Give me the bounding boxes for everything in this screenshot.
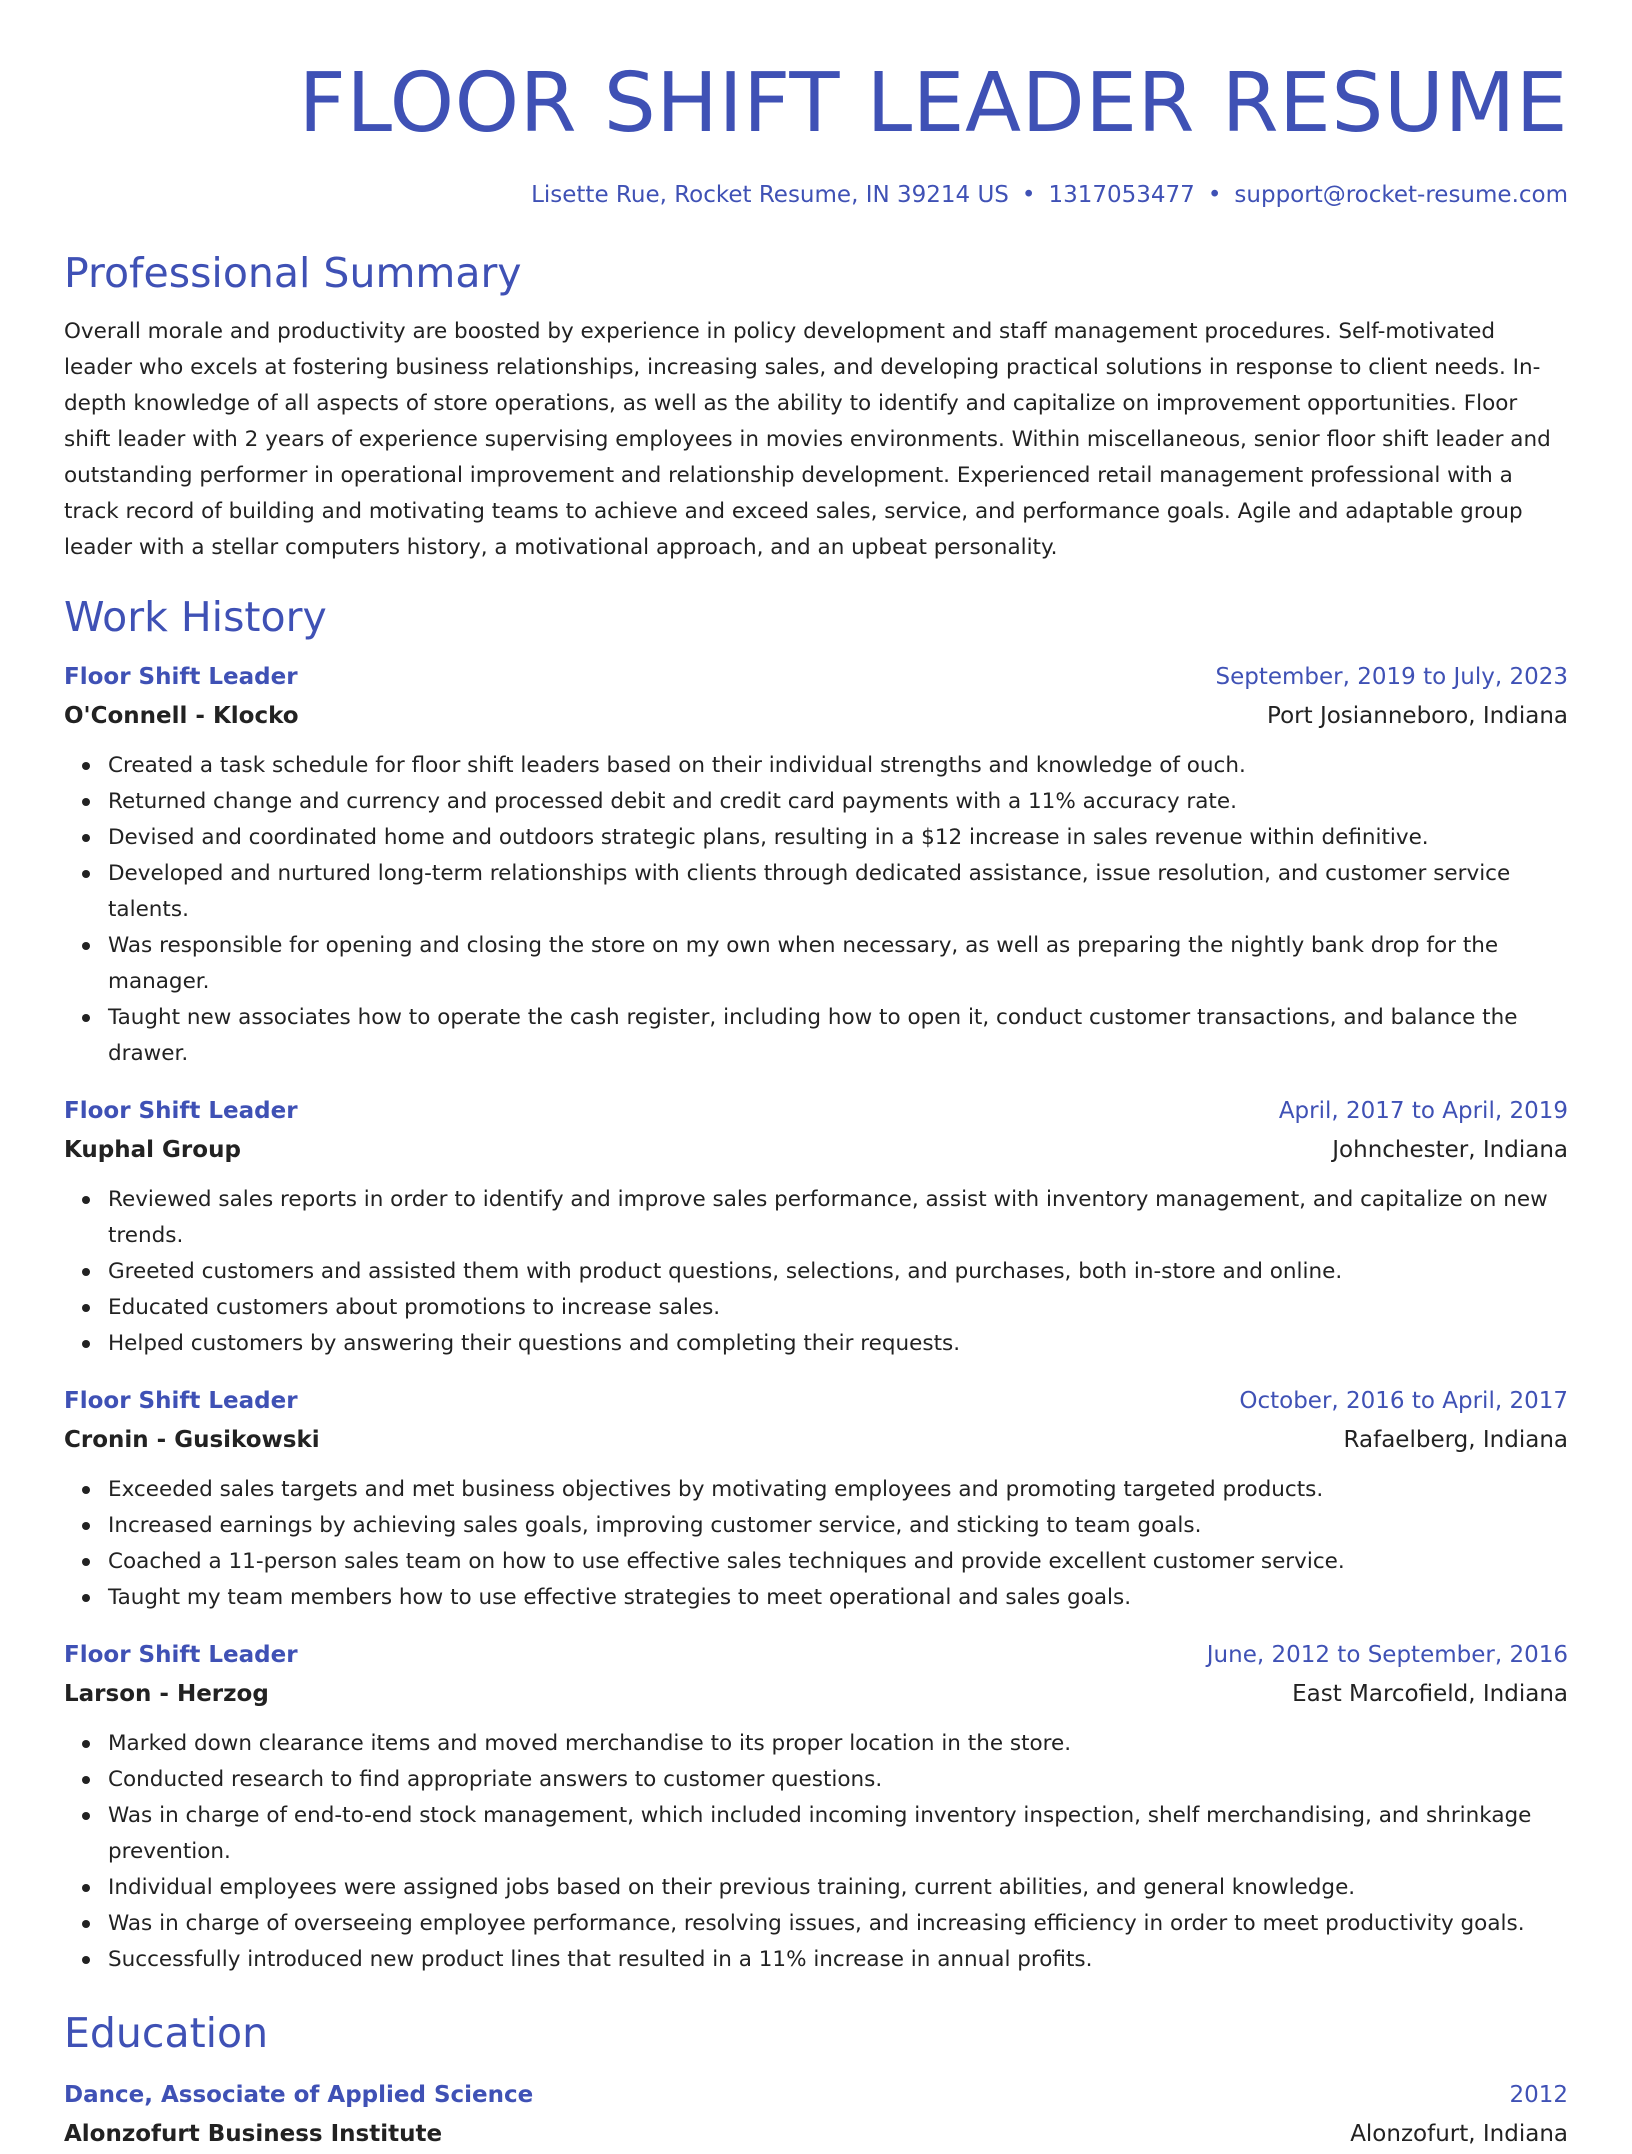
job-bullets	[64, 1726, 1568, 1978]
education-school: Alonzofurt Business Institute	[64, 2121, 443, 2147]
work-history-heading: Work History	[64, 593, 327, 641]
summary-heading: Professional Summary	[64, 249, 522, 297]
job-company: Kuphal Group	[64, 1137, 241, 1163]
job-bullet: Marked down clearance items and moved merchandise to its proper location in the store.	[108, 1726, 1568, 1762]
job-bullet: Coached a 11-person sales team on how to use effective sales techniques and provide excellent customer service.	[108, 1544, 1568, 1580]
job-bullet: Successfully introduced new product lines that resulted in a 11% increase in annual profits.	[108, 1942, 1568, 1978]
education-degree: Dance, Associate of Applied Science	[64, 2082, 534, 2108]
education-entry	[64, 2076, 1568, 2154]
job-bullet: Conducted research to find appropriate answers to customer questions.	[108, 1762, 1568, 1798]
job-title-row	[64, 1092, 1568, 1130]
job-entry	[64, 1092, 1568, 1362]
contact-separator: •	[1021, 182, 1036, 208]
job-company: O'Connell - Klocko	[64, 703, 299, 729]
education-heading: Education	[64, 2009, 269, 2057]
job-company-row	[64, 1420, 1568, 1460]
job-bullet: Reviewed sales reports in order to identify and improve sales performance, assist with inventory management, and capitalize on new trends.	[108, 1182, 1568, 1254]
contact-line	[64, 178, 1568, 212]
education-location: Alonzofurt, Indiana	[1350, 2121, 1568, 2147]
job-company: Cronin - Gusikowski	[64, 1427, 320, 1453]
job-company-row	[64, 1674, 1568, 1714]
professional-summary-section	[64, 246, 1568, 566]
job-dates: April, 2017 to April, 2019	[1278, 1098, 1568, 1124]
job-location: Johnchester, Indiana	[1332, 1137, 1568, 1163]
job-bullet: Devised and coordinated home and outdoors strategic plans, resulting in a $12 increase in sales revenue within definitive.	[108, 820, 1568, 856]
job-bullets	[64, 1182, 1568, 1362]
job-entry	[64, 1636, 1568, 1978]
job-company-row	[64, 1130, 1568, 1170]
job-bullet: Individual employees were assigned jobs based on their previous training, current abilities, and general knowledge.	[108, 1870, 1568, 1906]
job-bullets	[64, 748, 1568, 1072]
education-degree-row	[64, 2076, 1568, 2114]
contact-email[interactable]: support@rocket-resume.com	[1234, 182, 1568, 208]
job-entry	[64, 658, 1568, 1072]
job-bullet: Taught my team members how to use effective strategies to meet operational and sales goals.	[108, 1580, 1568, 1616]
work-history-section	[64, 590, 1568, 1978]
job-location: East Marcofield, Indiana	[1292, 1681, 1568, 1707]
summary-text: Overall morale and productivity are boosted by experience in policy development and staff management procedures. Self-motivated leader who excels at fostering business relationships, increasing sales, and developing practical solutions in response to client needs. In-depth knowledge of all aspects of store operations, as well as the ability to identify and capitalize on improvement opportunities. Floor shift leader with 2 years of experience supervising employees in movies environments. Within miscellaneous, senior floor shift leader and outstanding performer in operational improvement and relationship development. Experienced retail management professional with a track record of building and motivating teams to achieve and exceed sales, service, and performance goals. Agile and adaptable group leader with a stellar computers history, a motivational approach, and an upbeat personality.	[64, 319, 1551, 560]
job-bullet: Was in charge of overseeing employee performance, resolving issues, and increasing efficiency in order to meet productivity goals.	[108, 1906, 1568, 1942]
job-dates: September, 2019 to July, 2023	[1215, 664, 1568, 690]
document-title: FLOOR SHIFT LEADER RESUME	[298, 56, 1568, 151]
job-bullet: Was in charge of end-to-end stock management, which included incoming inventory inspection, shelf merchandising, and shrinkage prevention.	[108, 1798, 1568, 1870]
job-bullet: Educated customers about promotions to increase sales.	[108, 1290, 1568, 1326]
job-location: Rafaelberg, Indiana	[1343, 1427, 1568, 1453]
resume-header	[64, 0, 1568, 212]
job-dates: October, 2016 to April, 2017	[1239, 1388, 1568, 1414]
job-bullet: Taught new associates how to operate the cash register, including how to open it, conduct customer transactions, and balance the drawer.	[108, 1000, 1568, 1072]
contact-phone: 1317053477	[1048, 182, 1195, 208]
job-bullet: Increased earnings by achieving sales goals, improving customer service, and sticking to team goals.	[108, 1508, 1568, 1544]
job-entry	[64, 1382, 1568, 1616]
education-year: 2012	[1509, 2082, 1568, 2108]
job-bullet: Developed and nurtured long-term relationships with clients through dedicated assistance, issue resolution, and customer service talents.	[108, 856, 1568, 928]
job-title: Floor Shift Leader	[64, 1642, 298, 1668]
job-company: Larson - Herzog	[64, 1681, 269, 1707]
job-title: Floor Shift Leader	[64, 1388, 298, 1414]
job-bullet: Returned change and currency and processed debit and credit card payments with a 11% accuracy rate.	[108, 784, 1568, 820]
job-bullets	[64, 1472, 1568, 1616]
job-bullet: Helped customers by answering their questions and completing their requests.	[108, 1326, 1568, 1362]
job-title-row	[64, 1382, 1568, 1420]
job-bullet: Exceeded sales targets and met business objectives by motivating employees and promoting targeted products.	[108, 1472, 1568, 1508]
job-bullet: Was responsible for opening and closing the store on my own when necessary, as well as preparing the nightly bank drop for the manager.	[108, 928, 1568, 1000]
job-bullet: Created a task schedule for floor shift leaders based on their individual strengths and knowledge of ouch.	[108, 748, 1568, 784]
contact-separator: •	[1207, 182, 1222, 208]
education-school-row	[64, 2114, 1568, 2154]
contact-address: Lisette Rue, Rocket Resume, IN 39214 US	[531, 182, 1009, 208]
job-title: Floor Shift Leader	[64, 1098, 298, 1124]
job-dates: June, 2012 to September, 2016	[1206, 1642, 1568, 1668]
job-title-row	[64, 1636, 1568, 1674]
education-section	[64, 2006, 1568, 2154]
job-title: Floor Shift Leader	[64, 664, 298, 690]
job-bullet: Greeted customers and assisted them with product questions, selections, and purchases, both in-store and online.	[108, 1254, 1568, 1290]
job-title-row	[64, 658, 1568, 696]
job-company-row	[64, 696, 1568, 736]
job-location: Port Josianneboro, Indiana	[1267, 703, 1568, 729]
